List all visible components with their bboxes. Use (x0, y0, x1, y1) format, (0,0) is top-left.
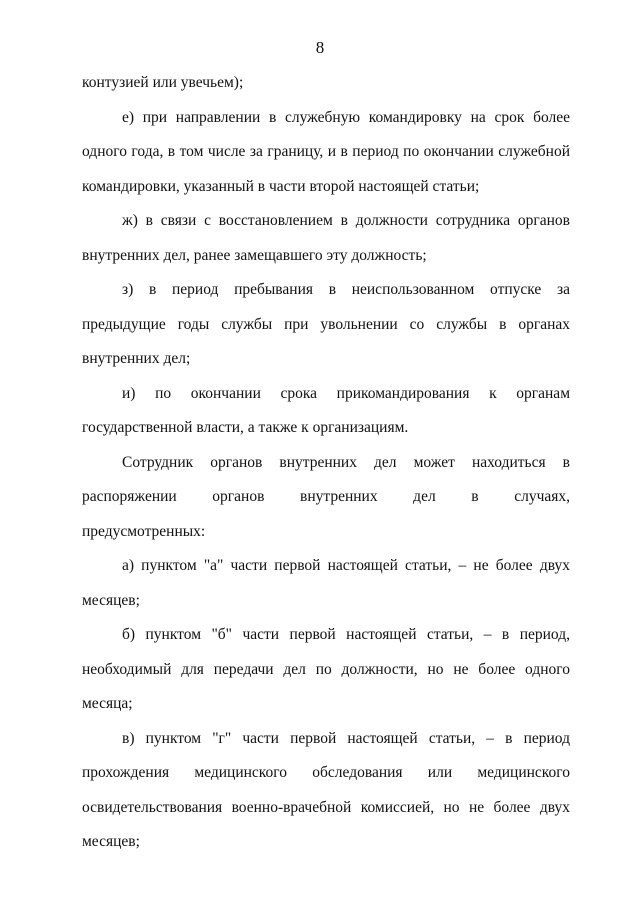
paragraph-item-e: е) при направлении в служебную командировку на срок более одного года, в том числе за границу, и в период по окончании служебной командировки, указанный в части второй настоящей статьи; (82, 108, 570, 195)
paragraph-case-b: б) пунктом "б" части первой настоящей статьи, – в период, необходимый для передачи дел по должности, но не более одного месяца; (82, 626, 570, 712)
paragraph-case-v: в) пунктом "г" части первой настоящей статьи, – в период прохождения медицинского обследования или медицинского освидетельствования военно-врачебной комиссией, но не более двух месяцев; (82, 729, 570, 850)
paragraph-reserve-intro: Сотрудник органов внутренних дел может находиться в распоряжении органов внутренних дел в случаях, предусмотренных: (82, 453, 570, 540)
paragraph-item-i: и) по окончании срока прикомандирования к органам государственной власти, а также к организациям. (82, 384, 570, 436)
paragraph-item-z: з) в период пребывания в неиспользованном отпуске за предыдущие годы службы при увольнении со службы в органах внутренних дел; (82, 281, 570, 367)
paragraph-continuation: контузией или увечьем); (82, 74, 244, 91)
paragraph-case-a: а) пунктом "а" части первой настоящей статьи, – не более двух месяцев; (82, 557, 570, 609)
paragraph-item-zh: ж) в связи с восстановлением в должности сотрудника органов внутренних дел, ранее замещавшего эту должность; (82, 212, 570, 264)
document-body (82, 66, 570, 860)
page-number: 8 (315, 38, 325, 57)
